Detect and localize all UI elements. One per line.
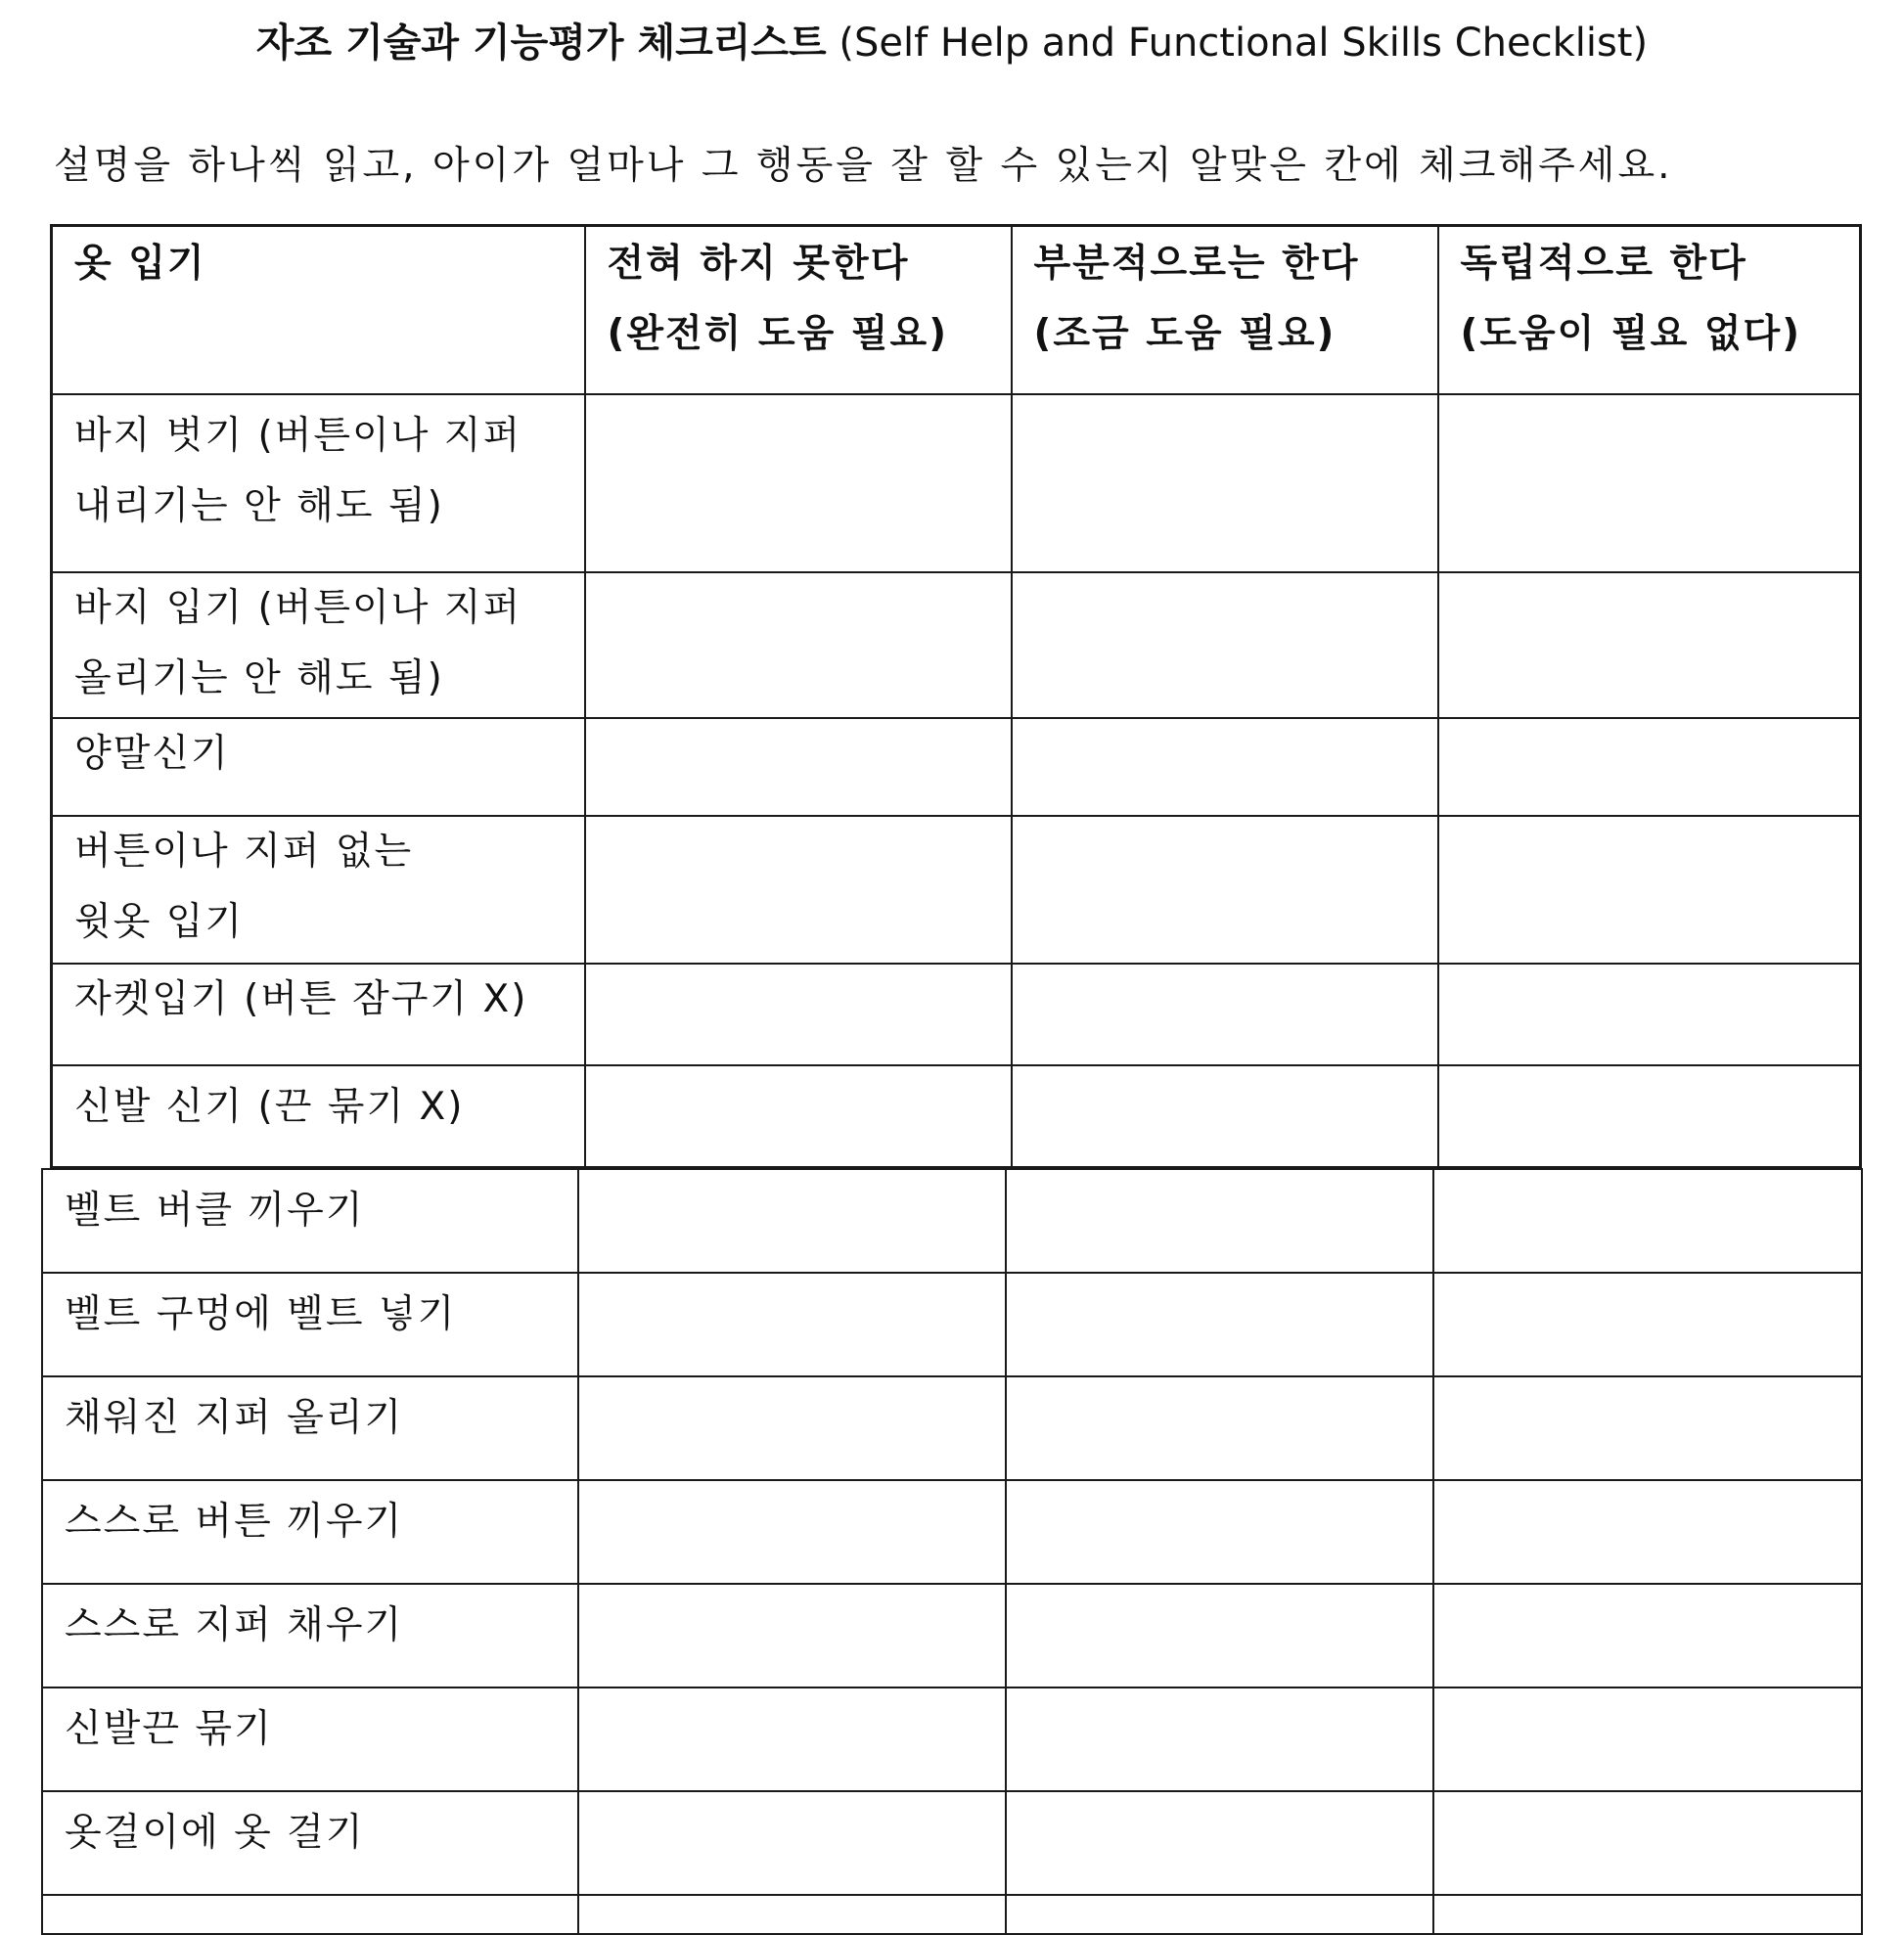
checklist-table-top [50,224,1862,1169]
table-row [52,816,1861,964]
check-cell-partial[interactable] [1006,1895,1433,1934]
header-cannot: 전혀 하지 못한다 (완전히 도움 필요) [585,226,1012,394]
title-english: (Self Help and Functional Skills Checklist) [839,21,1649,66]
header-row [52,226,1861,394]
checklist-table-bottom [41,1168,1863,1935]
check-cell-partial[interactable] [1006,1791,1433,1895]
check-cell-independent[interactable] [1433,1169,1862,1273]
check-cell-independent[interactable] [1433,1273,1862,1376]
title-korean: 자조 기술과 기능평가 체크리스트 [255,21,827,66]
skill-label: 신발끈 묶기 [42,1688,578,1791]
check-cell-cannot[interactable] [578,1169,1006,1273]
skill-label: 바지 벗기 (버튼이나 지퍼 내리기는 안 해도 됨) [52,394,585,572]
instructions-text: 설명을 하나씩 읽고, 아이가 얼마나 그 행동을 잘 할 수 있는지 알맞은 칸에 체크해주세요. [54,144,1673,188]
check-cell-independent[interactable] [1433,1584,1862,1688]
table-row [52,1065,1861,1168]
check-cell-cannot[interactable] [578,1376,1006,1480]
check-cell-cannot[interactable] [585,572,1012,718]
page-title [0,12,1904,68]
skill-label: 옷걸이에 옷 걸기 [42,1791,578,1895]
check-cell-partial[interactable] [1012,718,1438,816]
check-cell-cannot[interactable] [578,1480,1006,1584]
check-cell-independent[interactable] [1433,1480,1862,1584]
skill-label: 자켓입기 (버튼 잠구기 X) [52,964,585,1065]
check-cell-independent[interactable] [1438,1065,1861,1168]
skill-label: 스스로 버튼 끼우기 [42,1480,578,1584]
check-cell-independent[interactable] [1438,394,1861,572]
check-cell-independent[interactable] [1433,1376,1862,1480]
check-cell-independent[interactable] [1433,1791,1862,1895]
check-cell-cannot[interactable] [578,1791,1006,1895]
skill-label: 버튼이나 지퍼 없는 윗옷 입기 [52,816,585,964]
check-cell-cannot[interactable] [578,1688,1006,1791]
check-cell-independent[interactable] [1438,572,1861,718]
table-row [42,1169,1862,1273]
check-cell-partial[interactable] [1006,1376,1433,1480]
skill-label: 채워진 지퍼 올리기 [42,1376,578,1480]
check-cell-partial[interactable] [1012,572,1438,718]
check-cell-partial[interactable] [1006,1273,1433,1376]
table-row [42,1688,1862,1791]
table-row [52,718,1861,816]
table-row [42,1480,1862,1584]
table-row-partial [42,1895,1862,1934]
skill-label-empty [42,1895,578,1934]
check-cell-partial[interactable] [1006,1480,1433,1584]
check-cell-cannot[interactable] [578,1584,1006,1688]
check-cell-partial[interactable] [1012,394,1438,572]
check-cell-cannot[interactable] [578,1895,1006,1934]
check-cell-independent[interactable] [1433,1688,1862,1791]
skill-label: 벨트 버클 끼우기 [42,1169,578,1273]
table-row [42,1584,1862,1688]
table-row [52,964,1861,1065]
skill-label: 벨트 구멍에 벨트 넣기 [42,1273,578,1376]
check-cell-cannot[interactable] [585,718,1012,816]
check-cell-partial[interactable] [1012,964,1438,1065]
check-cell-partial[interactable] [1012,1065,1438,1168]
header-category: 옷 입기 [52,226,585,394]
check-cell-independent[interactable] [1438,718,1861,816]
check-cell-cannot[interactable] [585,1065,1012,1168]
check-cell-cannot[interactable] [585,394,1012,572]
table-row [42,1273,1862,1376]
check-cell-cannot[interactable] [585,816,1012,964]
skill-label: 스스로 지퍼 채우기 [42,1584,578,1688]
check-cell-partial[interactable] [1006,1169,1433,1273]
check-cell-independent[interactable] [1438,964,1861,1065]
check-cell-partial[interactable] [1012,816,1438,964]
table-row [42,1376,1862,1480]
skill-label: 바지 입기 (버튼이나 지퍼 올리기는 안 해도 됨) [52,572,585,718]
check-cell-independent[interactable] [1433,1895,1862,1934]
table-row [42,1791,1862,1895]
check-cell-independent[interactable] [1438,816,1861,964]
skill-label: 신발 신기 (끈 묶기 X) [52,1065,585,1168]
table-row [52,572,1861,718]
table-row [52,394,1861,572]
check-cell-partial[interactable] [1006,1688,1433,1791]
check-cell-partial[interactable] [1006,1584,1433,1688]
skill-label: 양말신기 [52,718,585,816]
header-partial: 부분적으로는 한다 (조금 도움 필요) [1012,226,1438,394]
check-cell-cannot[interactable] [578,1273,1006,1376]
check-cell-cannot[interactable] [585,964,1012,1065]
header-independent: 독립적으로 한다 (도움이 필요 없다) [1438,226,1861,394]
